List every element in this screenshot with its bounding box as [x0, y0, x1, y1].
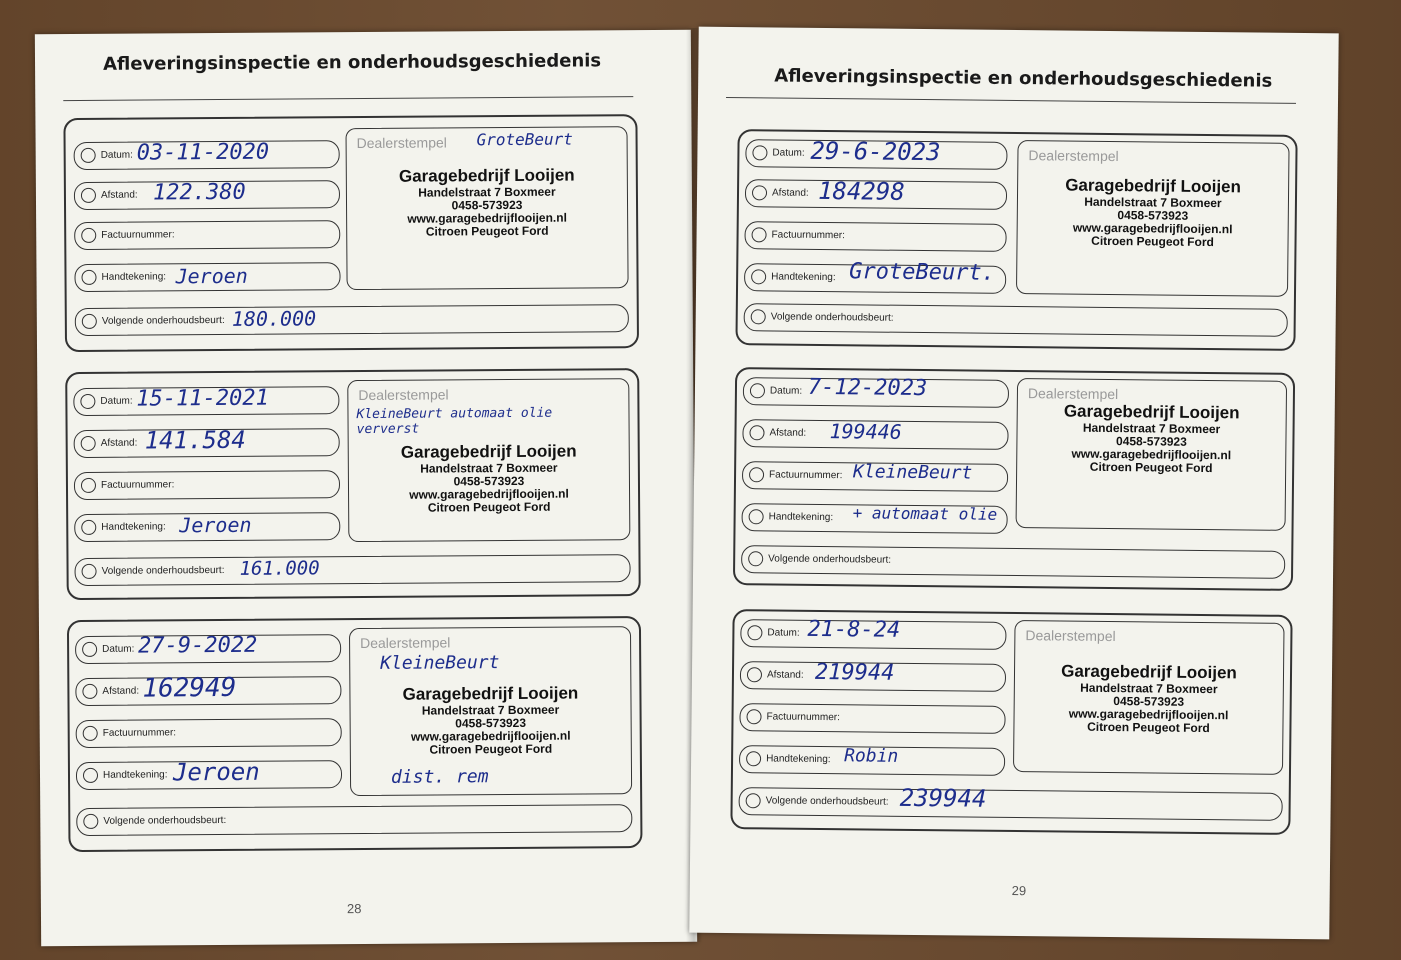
datum-field: Datum: 21-8-24 — [740, 619, 1006, 650]
checkbox-circle-icon — [751, 309, 766, 324]
checkbox-circle-icon — [83, 726, 98, 741]
checkbox-circle-icon — [81, 188, 96, 203]
dealer-stamp: Garagebedrijf Looijen Handelstraat 7 Boxmeer 0458-573923 www.garagebedrijflooijen.nl Citroen Peugeot Ford — [1061, 661, 1237, 736]
title-divider — [726, 97, 1296, 104]
volgende-field: Volgende onderhoudsbeurt: 239944 — [739, 787, 1283, 821]
factuurnummer-field: Factuurnummer: — [739, 703, 1005, 734]
volgende-value: 239944 — [899, 783, 987, 813]
checkbox-circle-icon — [81, 270, 96, 285]
volgende-field: Volgende onderhoudsbeurt: — [741, 545, 1285, 579]
dealer-stamp: Garagebedrijf Looijen Handelstraat 7 Boxmeer 0458-573923 www.garagebedrijflooijen.nl Citroen Peugeot Ford — [398, 165, 575, 239]
afstand-field: Afstand: 122.380 — [74, 180, 340, 210]
checkbox-circle-icon — [748, 551, 763, 566]
handtekening-value: GroteBeurt. — [849, 259, 996, 286]
volgende-field: Volgende onderhoudsbeurt: — [744, 303, 1288, 337]
factuurnummer-field: Factuurnummer: — [74, 220, 340, 250]
checkbox-circle-icon — [82, 684, 97, 699]
page-number: 28 — [346, 901, 362, 917]
checkbox-circle-icon — [747, 667, 762, 682]
handtekening-field: Handtekening: GroteBeurt. — [744, 263, 1006, 294]
datum-value: 7-12-2023 — [807, 374, 928, 402]
checkbox-circle-icon — [81, 436, 96, 451]
service-record — [730, 609, 1292, 835]
handtekening-field: Handtekening: + automaat olie — [741, 503, 1007, 534]
factuurnummer-value: KleineBeurt — [852, 461, 973, 484]
datum-value: 21-8-24 — [807, 616, 901, 643]
datum-value: 03-11-2020 — [136, 139, 270, 166]
handtekening-value: Jeroen — [172, 757, 260, 787]
volgende-field: Volgende onderhoudsbeurt: — [76, 804, 632, 836]
checkbox-circle-icon — [751, 269, 766, 284]
checkbox-circle-icon — [750, 383, 765, 398]
dealer-stamp-box: Dealerstempel Garagebedrijf Looijen Handelstraat 7 Boxmeer 0458-573923 www.garagebedrijflooijen.nl Citroen Peugeot Ford — [1016, 378, 1288, 531]
handtekening-field: Handtekening: Jeroen — [74, 512, 340, 542]
extra-note: dist. rem — [390, 766, 489, 788]
service-record — [733, 367, 1295, 591]
checkbox-circle-icon — [82, 642, 97, 657]
service-record — [67, 616, 643, 852]
afstand-value: 162949 — [142, 672, 237, 704]
volgende-value: 180.000 — [231, 306, 317, 331]
dealer-stamp: Garagebedrijf Looijen Handelstraat 7 Boxmeer 0458-573923 www.garagebedrijflooijen.nl Citroen Peugeot Ford — [1063, 401, 1240, 476]
title-divider — [63, 96, 633, 101]
factuurnummer-field: Factuurnummer: — [76, 718, 342, 748]
handtekening-value: Jeroen — [175, 263, 248, 289]
left-page — [35, 30, 697, 947]
factuurnummer-field: Factuurnummer: KleineBeurt — [742, 461, 1008, 492]
afstand-value: 141.584 — [144, 425, 246, 455]
handtekening-field: Handtekening: Jeroen — [76, 760, 342, 790]
page-title: Afleveringsinspectie en onderhoudsgeschiedenis — [102, 50, 602, 75]
volgende-field: Volgende onderhoudsbeurt: 161.000 — [74, 554, 630, 586]
volgende-field: Volgende onderhoudsbeurt: 180.000 — [75, 304, 629, 336]
volgende-value: 161.000 — [239, 557, 320, 580]
datum-field: Datum: 15-11-2021 — [73, 386, 339, 416]
stamp-note: KleineBeurt automaat olie ververst — [356, 405, 553, 438]
checkbox-circle-icon — [80, 394, 95, 409]
afstand-field: Afstand: 199446 — [742, 419, 1008, 450]
checkbox-circle-icon — [752, 185, 767, 200]
datum-value: 27-9-2022 — [138, 632, 258, 659]
dealer-stamp: Garagebedrijf Looijen Handelstraat 7 Boxmeer 0458-573923 www.garagebedrijflooijen.nl Citroen Peugeot Ford — [400, 441, 577, 515]
afstand-value: 199446 — [829, 419, 902, 444]
handtekening-value: Jeroen — [179, 512, 252, 538]
handtekening-field: Handtekening: Robin — [739, 745, 1005, 776]
checkbox-circle-icon — [82, 564, 97, 579]
dealer-stamp: Garagebedrijf Looijen Handelstraat 7 Boxmeer 0458-573923 www.garagebedrijflooijen.nl Citroen Peugeot Ford — [1065, 175, 1242, 250]
checkbox-circle-icon — [752, 227, 767, 242]
checkbox-circle-icon — [81, 478, 96, 493]
afstand-value: 122.380 — [152, 179, 246, 206]
stamp-note: GroteBeurt — [476, 129, 573, 150]
service-record — [735, 129, 1297, 351]
checkbox-circle-icon — [83, 768, 98, 783]
dealer-stamp-box: Dealerstempel Garagebedrijf Looijen Handelstraat 7 Boxmeer 0458-573923 www.garagebedrijflooijen.nl Citroen Peugeot Ford — [1013, 620, 1285, 775]
checkbox-circle-icon — [83, 814, 98, 829]
checkbox-circle-icon — [81, 148, 96, 163]
handtekening-field: Handtekening: Jeroen — [74, 262, 340, 292]
checkbox-circle-icon — [82, 314, 97, 329]
service-record — [65, 368, 641, 600]
dealer-stamp-box: Dealerstempel Garagebedrijf Looijen Handelstraat 7 Boxmeer 0458-573923 www.garagebedrijflooijen.nl Citroen Peugeot Ford — [1016, 140, 1290, 297]
page-title: Afleveringsinspectie en onderhoudsgeschiedenis — [774, 65, 1273, 92]
service-record — [63, 114, 639, 352]
dealer-stamp-box: Dealerstempel GroteBeurt Garagebedrijf Looijen Handelstraat 7 Boxmeer 0458-573923 www.garagebedrijflooijen.nl Citroen Peugeot Ford — [345, 126, 628, 290]
checkbox-circle-icon — [746, 793, 761, 808]
factuurnummer-field: Factuurnummer: — [744, 221, 1006, 252]
checkbox-circle-icon — [749, 509, 764, 524]
afstand-value: 184298 — [817, 176, 905, 206]
stamp-note: KleineBeurt — [380, 652, 500, 674]
checkbox-circle-icon — [746, 751, 761, 766]
dealer-stamp-box: Dealerstempel KleineBeurt Garagebedrijf Looijen Handelstraat 7 Boxmeer 0458-573923 www.garagebedrijflooijen.nl Citroen Peugeot Ford dist. rem — [349, 626, 632, 796]
right-page — [689, 27, 1338, 940]
afstand-field: Afstand: 141.584 — [74, 428, 340, 458]
dealer-stamp: Garagebedrijf Looijen Handelstraat 7 Boxmeer 0458-573923 www.garagebedrijflooijen.nl Citroen Peugeot Ford — [402, 683, 579, 757]
datum-field: Datum: 03-11-2020 — [74, 140, 340, 170]
datum-field: Datum: 29-6-2023 — [745, 139, 1007, 170]
checkbox-circle-icon — [747, 625, 762, 640]
datum-value: 15-11-2021 — [136, 385, 269, 412]
checkbox-circle-icon — [81, 520, 96, 535]
handtekening-value: Robin — [844, 745, 899, 767]
checkbox-circle-icon — [749, 425, 764, 440]
checkbox-circle-icon — [746, 709, 761, 724]
checkbox-circle-icon — [81, 228, 96, 243]
afstand-field: Afstand: 184298 — [745, 179, 1007, 210]
factuurnummer-field: Factuurnummer: — [74, 470, 340, 500]
checkbox-circle-icon — [749, 467, 764, 482]
checkbox-circle-icon — [752, 145, 767, 160]
page-number: 29 — [1011, 882, 1027, 899]
dealer-stamp-box: Dealerstempel KleineBeurt automaat olie ververst Garagebedrijf Looijen Handelstraat 7 Boxmeer 0458-573923 www.garagebedrijflooijen.nl Citroen Peugeot Ford — [347, 378, 630, 542]
datum-value: 29-6-2023 — [810, 136, 941, 167]
afstand-field: Afstand: 219944 — [740, 661, 1006, 692]
afstand-field: Afstand: 162949 — [75, 676, 341, 706]
datum-field: Datum: 7-12-2023 — [743, 377, 1009, 408]
afstand-value: 219944 — [814, 659, 895, 686]
handtekening-value: + automaat olie — [852, 503, 998, 524]
datum-field: Datum: 27-9-2022 — [75, 634, 341, 664]
